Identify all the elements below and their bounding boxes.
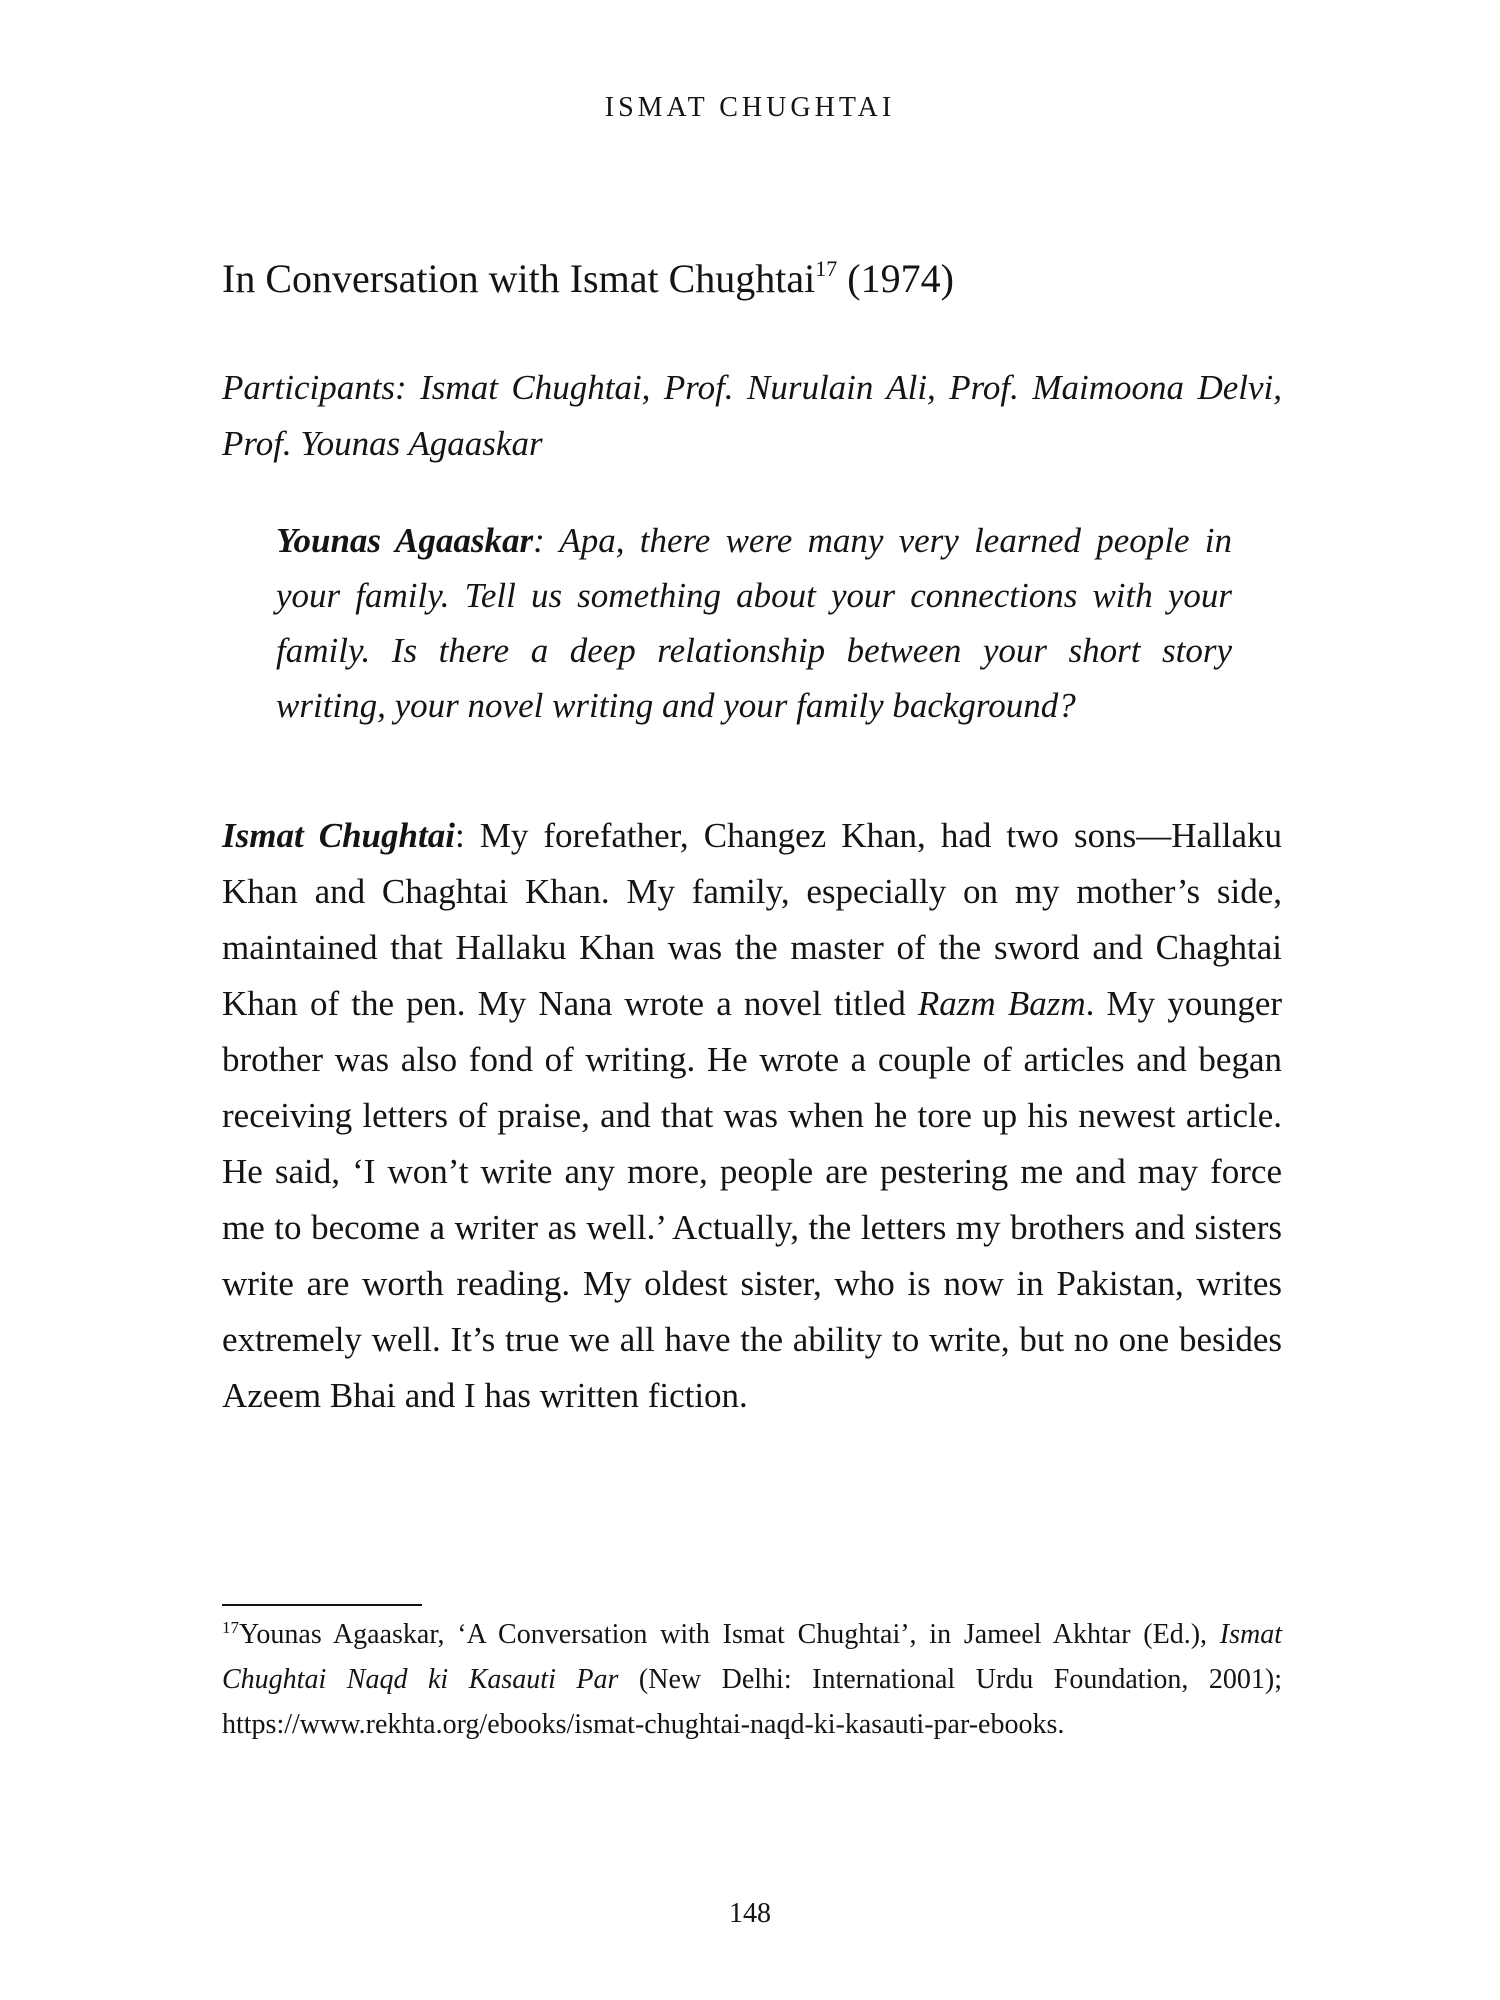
footnote-divider — [222, 1604, 422, 1606]
participants-line: Participants: Ismat Chughtai, Prof. Nurulain Ali, Prof. Maimoona Delvi, Prof. Younas Agaaskar — [222, 368, 1282, 463]
answer-paragraph — [222, 808, 1282, 1424]
footnote-reference[interactable]: 17 — [815, 256, 838, 281]
chapter-title-text: In Conversation with Ismat Chughtai — [222, 256, 816, 301]
footnote-text-part-1: Younas Agaaskar, ‘A Conversation with Ismat Chughtai’, in Jameel Akhtar (Ed.), — [239, 1619, 1208, 1650]
answer-speaker: Ismat Chughtai — [222, 816, 455, 855]
footnote-book-title: Ismat Chughtai Naqd ki Kasauti Par — [222, 1619, 1283, 1695]
page-number: 148 — [729, 1898, 771, 1929]
running-head: ISMAT CHUGHTAI — [604, 92, 896, 123]
chapter-title — [222, 255, 954, 303]
question-paragraph — [276, 513, 1232, 733]
question-speaker: Younas Agaaskar — [276, 521, 534, 560]
answer-book-title: Razm Bazm — [917, 984, 1086, 1023]
question-text: Apa, there were many very learned people in your family. Tell us something about your connections with your family. Is there a deep relationship between your short story writing, your novel writing and your family background? — [276, 521, 1232, 725]
speaker-colon: : — [454, 816, 480, 855]
footnote — [222, 1612, 1282, 1747]
footnote-text-part-2: (New Delhi: International Urdu Foundation, 2001); https://www.rekhta.org/ebooks/ismat-chughtai-naqd-ki-kasauti-par-ebooks. — [222, 1664, 1282, 1740]
footnote-number: 17 — [222, 1618, 239, 1637]
answer-text-part-2: . My younger brother was also fond of writing. He wrote a couple of articles and began receiving letters of praise, and that was when he tore up his newest article. He said, ‘I won’t write any more, people are pestering me and may force me to become a writer as well.’ Actually, the letters my brothers and sisters write are worth reading. My oldest sister, who is now in Pakistan, writes extremely well. It’s true we all have the ability to write, but no one besides Azeem Bhai and I has written fiction. — [222, 984, 1283, 1415]
answer-text-part-1: My forefather, Changez Khan, had two sons—Hallaku Khan and Chaghtai Khan. My family, especially on my mother’s side, maintained that Hallaku Khan was the master of the sword and Chaghtai Khan of the pen. My Nana wrote a novel titled — [222, 816, 1282, 1023]
speaker-colon: : — [533, 521, 560, 560]
chapter-title-year: (1974) — [847, 256, 954, 301]
